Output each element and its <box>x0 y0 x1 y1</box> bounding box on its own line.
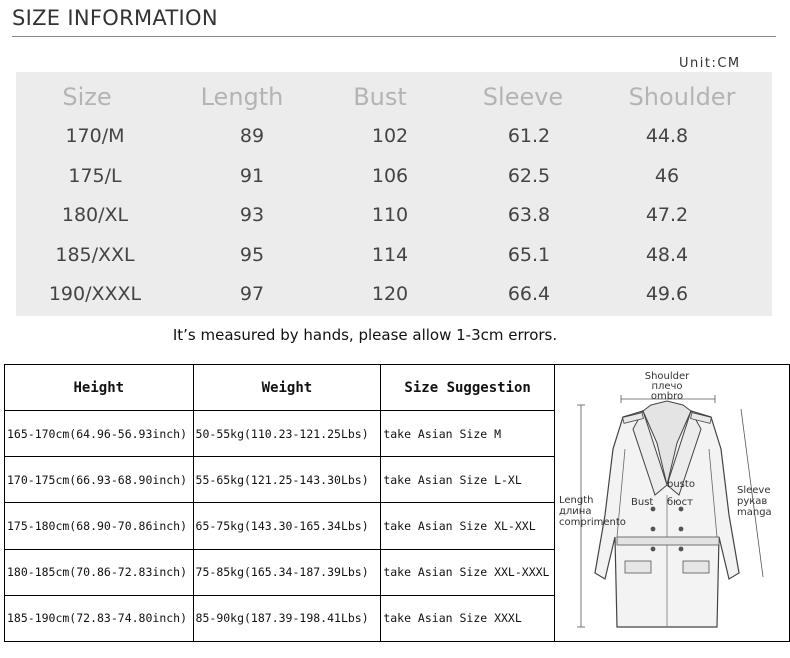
header-height: Height <box>5 365 194 411</box>
bust-label-pt: busto <box>666 479 695 490</box>
sleeve-cell: 65.1 <box>507 244 551 266</box>
page-title: SIZE INFORMATION <box>12 6 218 30</box>
size-cell: 180/XL <box>61 204 129 226</box>
shoulder-cell: 46 <box>654 165 680 187</box>
size-cell: 170/M <box>65 125 125 147</box>
shoulder-cell: 48.4 <box>645 244 689 266</box>
measurement-note: It’s measured by hands, please allow 1-3cm errors. <box>172 326 558 344</box>
height-cell: 170-175cm(66.93-68.90inch) <box>5 457 194 503</box>
size-cell: 185/XXL <box>55 244 135 266</box>
size-cell: 175/L <box>68 165 122 187</box>
shoulder-label-pt: ombro <box>650 391 684 402</box>
sleeve-label-en: Sleeve <box>736 485 771 496</box>
shoulder-cell: 47.2 <box>645 204 689 226</box>
weight-cell: 50-55kg(110.23-121.25Lbs) <box>193 411 381 457</box>
length-label-en: Length <box>558 495 594 506</box>
sleeve-label-ru: рукав <box>736 496 768 507</box>
size-chart <box>16 72 772 316</box>
header-sleeve: Sleeve <box>482 83 564 111</box>
length-cell: 89 <box>239 125 265 147</box>
header-bust: Bust <box>353 83 407 111</box>
size-suggestion-table <box>4 364 790 642</box>
bust-cell: 110 <box>371 204 409 226</box>
coat-diagram-cell <box>554 365 789 642</box>
sleeve-label-pt: manga <box>736 507 772 518</box>
sleeve-cell: 66.4 <box>507 283 551 305</box>
sleeve-cell: 63.8 <box>507 204 551 226</box>
length-cell: 91 <box>239 165 265 187</box>
table-row <box>5 365 790 411</box>
bust-label-ru: бюст <box>666 497 693 508</box>
weight-cell: 75-85kg(165.34-187.39Lbs) <box>193 549 381 595</box>
bust-cell: 120 <box>371 283 409 305</box>
length-label-pt: comprimento <box>558 517 626 528</box>
header-size: Size <box>62 83 112 111</box>
bust-label-en: Bust <box>630 497 654 508</box>
size-cell: 190/XXXL <box>48 283 142 305</box>
length-label-ru: длина <box>558 506 592 517</box>
shoulder-label-ru: плечо <box>651 381 683 392</box>
header-length: Length <box>200 83 284 111</box>
shoulder-cell: 44.8 <box>645 125 689 147</box>
height-cell: 165-170cm(64.96-56.93inch) <box>5 411 194 457</box>
length-cell: 95 <box>239 244 265 266</box>
suggestion-cell: take Asian Size XXXL <box>381 595 555 641</box>
suggestion-cell: take Asian Size XXL-XXXL <box>381 549 555 595</box>
height-cell: 175-180cm(68.90-70.86inch) <box>5 503 194 549</box>
bust-cell: 102 <box>371 125 409 147</box>
length-cell: 97 <box>239 283 265 305</box>
title-divider <box>12 36 776 37</box>
header-weight: Weight <box>193 365 381 411</box>
header-size-suggestion: Size Suggestion <box>381 365 555 411</box>
height-cell: 180-185cm(70.86-72.83inch) <box>5 549 194 595</box>
coat-outline-icon <box>555 365 789 641</box>
unit-label: Unit:CM <box>679 56 741 71</box>
weight-cell: 85-90kg(187.39-198.41Lbs) <box>193 595 381 641</box>
weight-cell: 55-65kg(121.25-143.30Lbs) <box>193 457 381 503</box>
height-cell: 185-190cm(72.83-74.80inch) <box>5 595 194 641</box>
shoulder-cell: 49.6 <box>645 283 689 305</box>
suggestion-cell: take Asian Size M <box>381 411 555 457</box>
length-cell: 93 <box>239 204 265 226</box>
header-shoulder: Shoulder <box>628 83 736 111</box>
sleeve-cell: 62.5 <box>507 165 551 187</box>
bust-cell: 114 <box>371 244 409 266</box>
bust-cell: 106 <box>371 165 409 187</box>
weight-cell: 65-75kg(143.30-165.34Lbs) <box>193 503 381 549</box>
suggestion-cell: take Asian Size XL-XXL <box>381 503 555 549</box>
sleeve-cell: 61.2 <box>507 125 551 147</box>
shoulder-label-en: Shoulder <box>644 371 690 382</box>
suggestion-cell: take Asian Size L-XL <box>381 457 555 503</box>
